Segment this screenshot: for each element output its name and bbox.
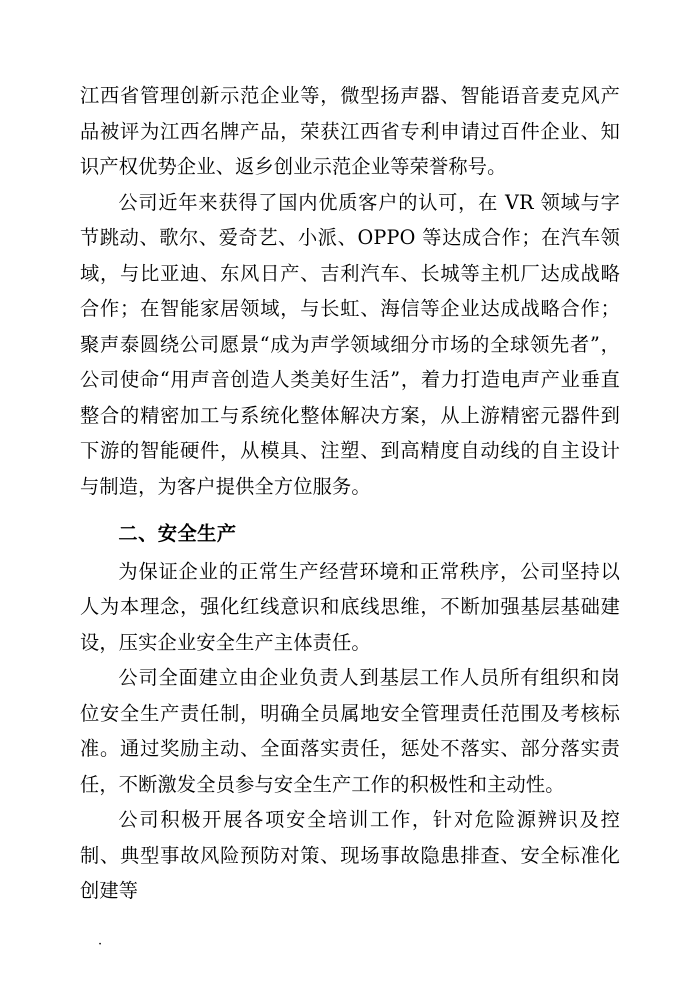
paragraph-2: 公司近年来获得了国内优质客户的认可，在 VR 领域与字节跳动、歌尔、爱奇艺、小派、OPPO 等达成合作；在汽车领域，与比亚迪、东风日产、吉利汽车、长城等主机厂达成战略合作；在智能家居领域，与长虹、海信等企业达成战略合作；聚声泰圆绕公司愿景“成为声学领域细分市场的全球领先者”，公司使命“用声音创造人类美好生活”，着力打造电声产业垂直整合的精密加工与系统化整体解决方案，从上游精密元器件到下游的智能硬件，从模具、注塑、到高精度自动线的自主设计与制造，为客户提供全方位服务。 [80,190,620,498]
paragraph-3: 为保证企业的正常生产经营环境和正常秩序，公司坚持以人为本理念，强化红线意识和底线思维，不断加强基层基础建设，压实企业安全生产主体责任。 [80,559,620,654]
section-heading-safety-production: 二、安全生产 [118,522,237,545]
paragraph-1: 江西省管理创新示范企业等，微型扬声器、智能语音麦克风产品被评为江西名牌产品，荣获江西省专利申请过百件企业、知识产权优势企业、返乡创业示范企业等荣誉称号。 [80,84,620,178]
document-body [80,78,620,909]
paragraph-4: 公司全面建立由企业负责人到基层工作人员所有组织和岗位安全生产责任制，明确全员属地安全管理责任范围及考核标准。通过奖励主动、全面落实责任，惩处不落实、部分落实责任，不断激发全员参与安全生产工作的积极性和主动性。 [80,666,620,796]
page-footer-mark: · [98,937,103,952]
paragraph-5: 公司积极开展各项安全培训工作，针对危险源辨识及控制、典型事故风险预防对策、现场事故隐患排查、安全标准化创建等 [80,808,620,902]
